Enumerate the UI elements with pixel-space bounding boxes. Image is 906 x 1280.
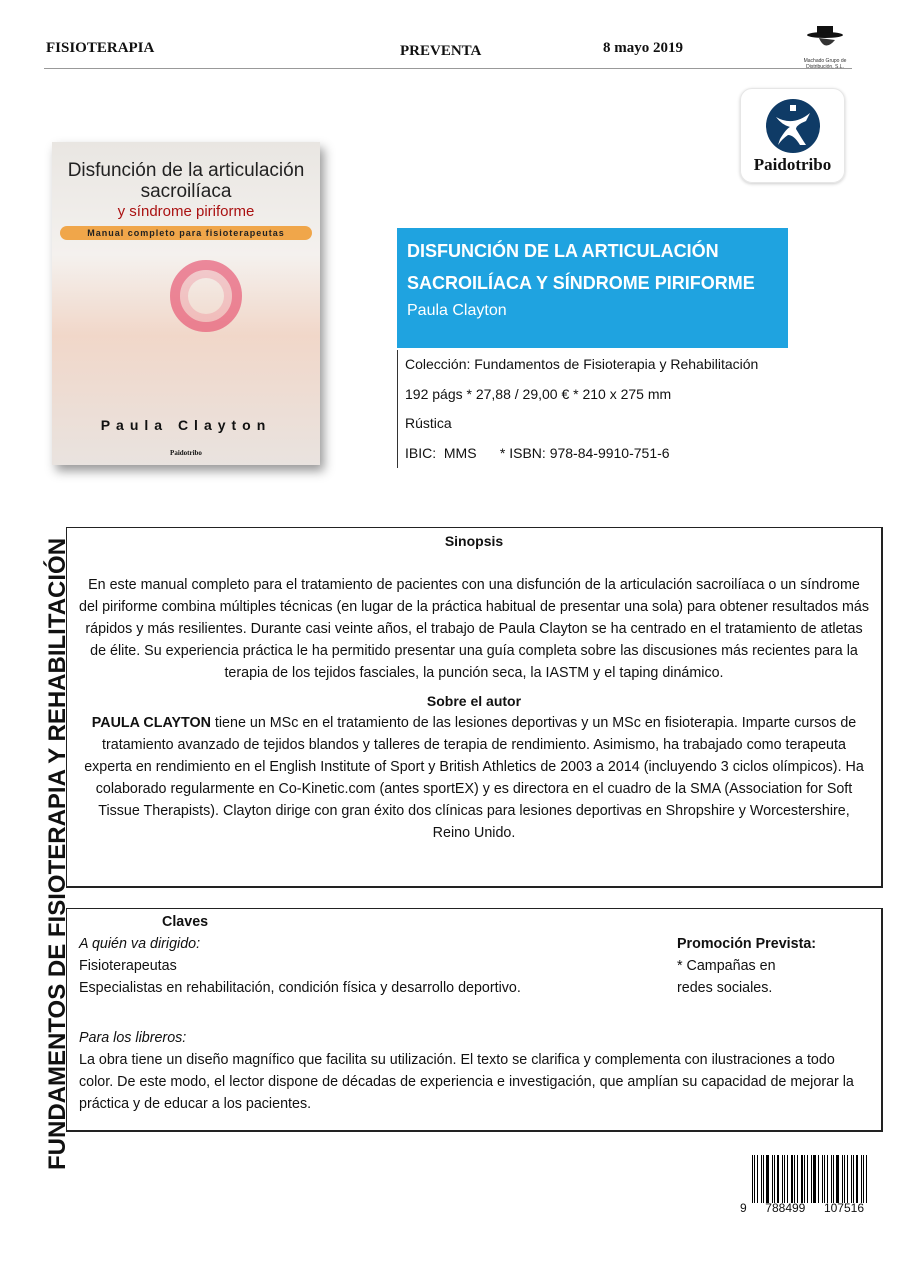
barcode-digits: 107516 [823, 1201, 864, 1215]
barcode-bar [797, 1155, 798, 1203]
header-date: 8 mayo 2019 [603, 40, 683, 56]
cover-publisher: Paidotribo [170, 449, 202, 457]
barcode-bar [822, 1155, 823, 1203]
barcode-bar [757, 1155, 759, 1203]
barcode-bar [777, 1155, 779, 1203]
barcode-bar [782, 1155, 783, 1203]
cover-author: Paula Clayton [100, 417, 272, 433]
collection: Colección: Fundamentos de Fisioterapia y Rehabilitación [405, 356, 759, 372]
barcode-digits: 788499 [765, 1201, 806, 1215]
barcode-bar [861, 1155, 863, 1203]
barcode-bar [813, 1155, 816, 1203]
header-status: PREVENTA [400, 43, 482, 59]
specs: 192 págs * 27,88 / 29,00 € * 210 x 275 mm [405, 385, 672, 402]
author-name: PAULA CLAYTON [91, 715, 211, 731]
barcode-bar [824, 1155, 825, 1203]
isbn-barcode [740, 1155, 870, 1217]
distributor-logo [790, 22, 860, 70]
collection-side-title: FUNDAMENTOS DE FISIOTERAPIA Y REHABILITACIÓN [44, 537, 71, 1170]
book-cover [52, 142, 320, 465]
binding: Rústica [405, 415, 452, 431]
barcode-bar [851, 1155, 852, 1203]
book-author: Paula Clayton [407, 302, 507, 319]
barcode-bar [853, 1155, 854, 1203]
barcode-bar [831, 1155, 832, 1203]
figure-icon [766, 99, 820, 153]
barcode-bar [787, 1155, 788, 1203]
synopsis-heading: Sinopsis [444, 533, 504, 549]
barcode-bar [811, 1155, 813, 1203]
barcode-bar [863, 1155, 864, 1203]
barcode-bar [784, 1155, 785, 1203]
header-divider [44, 68, 852, 69]
publisher-logo [740, 88, 845, 183]
hat-icon [805, 22, 845, 56]
barcode-bar [847, 1155, 848, 1203]
synopsis-text: En este manual completo para el tratamiento de pacientes con una disfunción de la articulación sacroilíaca o un síndrome del piriforme combina múltiples técnicas (en lugar de la práctica habitual de presentar una sola) para obtener resultados más rápidos y más resilientes. Durante casi veinte años, el trabajo de Paula Clayton se ha centrado en el tratamiento de atletas de élite. Su experiencia práctica le ha permitido presentar una guía completa sobre las discusiones más recientes para la terapia de los tejidos fasciales, la punción seca, la IASTM y el taping dinámico. [79, 577, 869, 681]
booksellers-text: La obra tiene un diseño magnífico que facilita su utilización. El texto se clarifica y complementa con ilustraciones a todo color. De este modo, el lector dispone de décadas de experiencia e investigación, que amplían su capacidad de mejorar la práctica y de educar a los pacientes. [79, 1052, 854, 1112]
book-title-line2: SACROILÍACA Y SÍNDROME PIRIFORME [407, 273, 755, 293]
audience-item: Fisioterapeutas [79, 958, 177, 974]
promo-heading: Promoción Prevista: [677, 936, 817, 952]
book-title-box [397, 228, 788, 348]
barcode-bar [856, 1155, 858, 1203]
barcode-bar [807, 1155, 808, 1203]
barcode-bar [774, 1155, 776, 1203]
barcode-bar [801, 1155, 803, 1203]
author-heading: Sobre el autor [426, 693, 522, 709]
author-text: tiene un MSc en el tratamiento de las lesiones deportivas y un MSc en fisioterapia. Imparte cursos de tratamiento avanzado de tejidos blandos y talleres de terapia de rendimiento. Asimismo, ha trabajado como terapeuta experta en rendimiento en el English Institute of Sport y British Athletics de 2003 a 2014 (incluyendo 3 ciclos olímpicos). Ha colaborado regularmente en Co-Kinetic.com (antes sportEX) y es directora en el cuadro de la SMA (Association for Soft Tissue Therapists). Clayton dirige con gran éxito dos clínicas para lesiones deportivas en Shropshire y Worcestershire, Reino Unido. [84, 715, 864, 841]
barcode-bar [827, 1155, 829, 1203]
book-title-line1: DISFUNCIÓN DE LA ARTICULACIÓN [407, 241, 719, 261]
barcode-bar [772, 1155, 773, 1203]
barcode-bar [791, 1155, 794, 1203]
promo-line2: redes sociales. [677, 980, 773, 996]
barcode-bars [752, 1155, 870, 1203]
barcode-bar [752, 1155, 753, 1203]
barcode-bar [844, 1155, 846, 1203]
book-details [397, 350, 758, 468]
barcode-bar [836, 1155, 839, 1203]
author-bio [79, 712, 869, 844]
keys-box [66, 908, 883, 1132]
barcode-bar [761, 1155, 762, 1203]
cover-title: Disfunción de la articulación sacroilíaca [67, 160, 305, 202]
barcode-bar [763, 1155, 764, 1203]
header-category: FISIOTERAPIA [46, 40, 155, 56]
barcode-bar [842, 1155, 843, 1203]
audience-label: A quién va dirigido: [79, 936, 201, 952]
booksellers-label: Para los libreros: [79, 1030, 187, 1046]
distributor-name: Machado Grupo de Distribución, S.L. [803, 58, 847, 70]
barcode-bar [833, 1155, 834, 1203]
cover-subtitle: y síndrome piriforme [117, 203, 255, 220]
keys-heading: Claves [162, 914, 209, 930]
barcode-bar [866, 1155, 867, 1203]
synopsis-box [66, 527, 883, 888]
pain-target-graphic [170, 260, 242, 332]
audience-item: Especialistas en rehabilitación, condición física y desarrollo deportivo. [79, 980, 521, 996]
barcode-digit: 9 [740, 1201, 747, 1215]
ibic-isbn: IBIC: MMS * ISBN: 978-84-9910-751-6 [405, 444, 670, 461]
publisher-name: Paidotribo [753, 155, 832, 174]
barcode-bar [818, 1155, 819, 1203]
cover-band: Manual completo para fisioterapeutas [60, 226, 312, 240]
barcode-bar [804, 1155, 805, 1203]
promo-line1: * Campañas en [677, 958, 776, 974]
barcode-bar [754, 1155, 755, 1203]
barcode-bar [766, 1155, 769, 1203]
barcode-bar [794, 1155, 795, 1203]
